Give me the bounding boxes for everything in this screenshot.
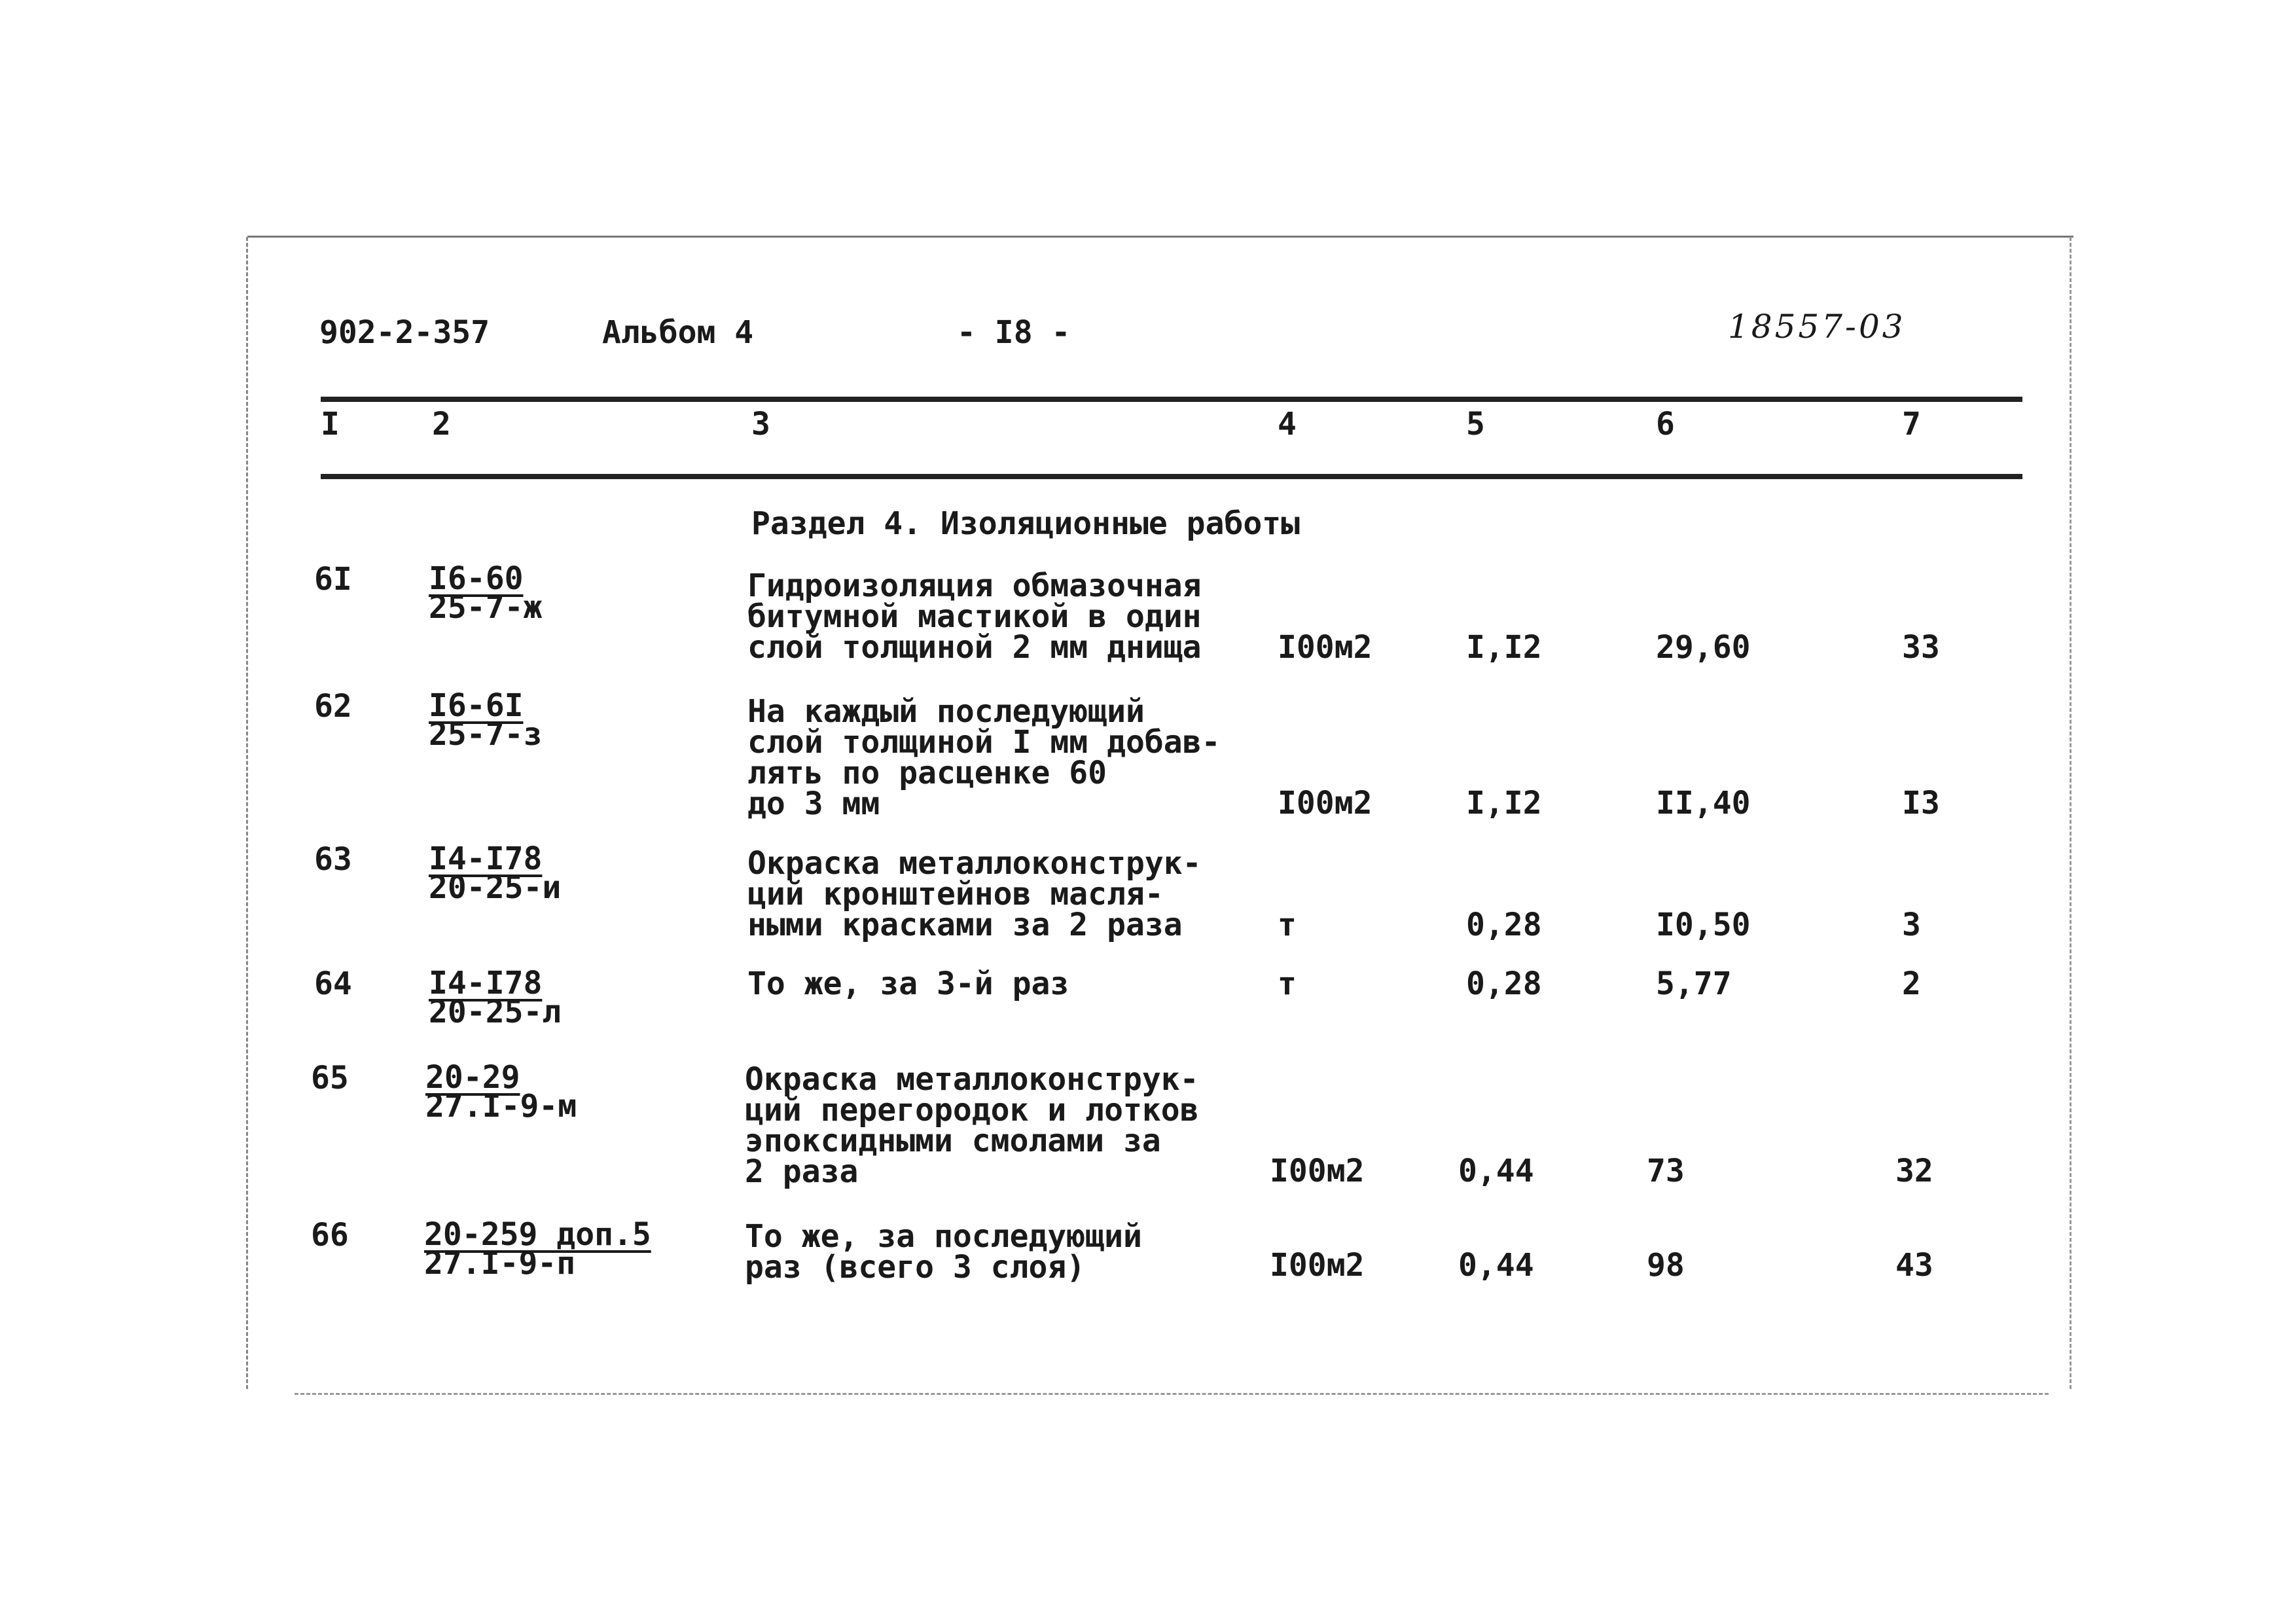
frame-left-border <box>246 237 248 1389</box>
album-label: Альбом 4 <box>602 314 754 351</box>
total-cost: 2 <box>1902 965 1921 1002</box>
quantity: 0,44 <box>1458 1247 1534 1284</box>
column-number-1: I <box>321 406 340 442</box>
quantity: 0,44 <box>1458 1153 1534 1189</box>
row-number: 64 <box>314 965 352 1002</box>
unit-price: II,40 <box>1656 785 1751 821</box>
description-line: Окраска металлоконструк- <box>745 1061 1199 1098</box>
description-line: раз (всего 3 слоя) <box>745 1249 1086 1286</box>
description-line: слой толщиной 2 мм днища <box>747 629 1202 666</box>
row-number: 65 <box>311 1060 349 1096</box>
unit-price: 5,77 <box>1656 965 1732 1002</box>
rate-code-top: I6-60 <box>429 560 524 597</box>
description-line: 2 раза <box>745 1153 859 1190</box>
description-line: Окраска металлоконструк- <box>747 845 1202 882</box>
unit-price: 29,60 <box>1656 629 1751 666</box>
description-line: слой толщиной I мм добав- <box>747 724 1221 761</box>
quantity: I,I2 <box>1466 785 1542 821</box>
total-cost: 3 <box>1902 907 1921 943</box>
total-cost: I3 <box>1902 785 1940 821</box>
document-code: 902-2-357 <box>319 314 490 351</box>
row-number: 66 <box>311 1217 349 1254</box>
rate-code-bottom: 25-7-з <box>429 716 543 753</box>
work-description <box>747 845 1202 943</box>
rate-code-top: 20-259 доп.5 <box>424 1216 651 1253</box>
column-number-3: 3 <box>751 406 770 442</box>
unit: I00м2 <box>1270 1247 1365 1284</box>
frame-right-border <box>2070 237 2072 1389</box>
rate-code <box>429 560 543 626</box>
row-number: 6I <box>314 561 352 598</box>
quantity: I,I2 <box>1466 629 1542 666</box>
header-rule-bottom <box>321 474 2022 479</box>
total-cost: 43 <box>1895 1247 1933 1284</box>
description-line: На каждый последующий <box>747 693 1145 730</box>
header-rule-top <box>321 397 2022 402</box>
quantity: 0,28 <box>1466 965 1542 1002</box>
description-line: То же, за 3-й раз <box>747 965 1069 1002</box>
page-number: - I8 - <box>957 314 1071 351</box>
column-number-2: 2 <box>432 406 451 442</box>
column-number-7: 7 <box>1902 406 1921 442</box>
rate-code <box>429 965 562 1030</box>
rate-code-top: I6-6I <box>429 687 524 724</box>
total-cost: 33 <box>1902 629 1940 666</box>
unit-price: I0,50 <box>1656 907 1751 943</box>
description-line: до 3 мм <box>747 785 880 822</box>
description-line: лять по расценке 60 <box>747 755 1107 791</box>
work-description <box>747 693 1221 822</box>
rate-code <box>424 1216 651 1282</box>
rate-code <box>425 1059 577 1125</box>
rate-code-bottom: 20-25-и <box>429 869 562 906</box>
rate-code-bottom: 27.I-9-п <box>424 1245 576 1282</box>
unit: I00м2 <box>1278 785 1372 821</box>
unit-price: 98 <box>1647 1247 1685 1284</box>
row-number: 63 <box>314 841 352 878</box>
work-description <box>745 1061 1199 1190</box>
column-number-6: 6 <box>1656 406 1675 442</box>
rate-code <box>429 687 543 753</box>
rate-code-bottom: 20-25-л <box>429 994 562 1030</box>
rate-code-bottom: 25-7-ж <box>429 589 543 626</box>
column-number-5: 5 <box>1466 406 1485 442</box>
work-description <box>747 965 1069 1002</box>
description-line: То же, за последующий <box>745 1218 1142 1255</box>
total-cost: 32 <box>1895 1153 1933 1189</box>
rate-code-bottom: 27.I-9-м <box>425 1088 577 1125</box>
rate-code <box>429 840 562 906</box>
quantity: 0,28 <box>1466 907 1542 943</box>
rate-code-top: 20-29 <box>425 1059 520 1096</box>
description-line: ций кронштейнов масля- <box>747 876 1164 912</box>
work-description <box>745 1218 1142 1286</box>
frame-bottom-border <box>295 1393 2049 1395</box>
column-number-4: 4 <box>1278 406 1297 442</box>
unit: I00м2 <box>1270 1153 1365 1189</box>
frame-top-border <box>247 236 2073 238</box>
description-line: Гидроизоляция обмазочная <box>747 568 1202 604</box>
work-description <box>747 568 1202 666</box>
rate-code-top: I4-I78 <box>429 965 543 1001</box>
row-number: 62 <box>314 688 352 725</box>
description-line: битумной мастикой в один <box>747 598 1202 635</box>
rate-code-top: I4-I78 <box>429 840 543 877</box>
unit: I00м2 <box>1278 629 1372 666</box>
unit: т <box>1278 965 1297 1002</box>
unit: т <box>1278 907 1297 943</box>
section-title: Раздел 4. Изоляционные работы <box>751 505 1300 542</box>
handwritten-number: 18557-03 <box>1728 308 1906 346</box>
description-line: эпоксидными смолами за <box>745 1123 1161 1159</box>
description-line: ными красками за 2 раза <box>747 907 1183 943</box>
unit-price: 73 <box>1647 1153 1685 1189</box>
description-line: ций перегородок и лотков <box>745 1092 1199 1128</box>
